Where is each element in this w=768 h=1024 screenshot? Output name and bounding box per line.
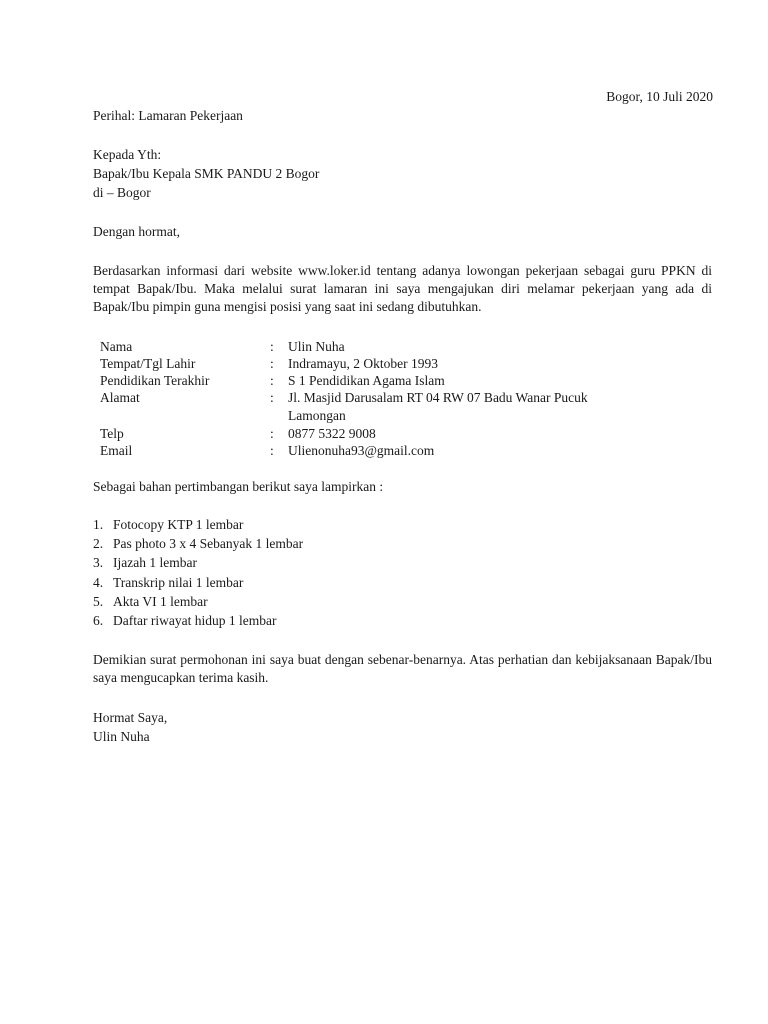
detail-value: Ulienonuha93@gmail.com xyxy=(288,443,435,458)
detail-separator: : xyxy=(270,339,274,354)
detail-value-continuation: Lamongan xyxy=(288,408,346,423)
detail-value: 0877 5322 9008 xyxy=(288,426,376,441)
recipient-name: Bapak/Ibu Kepala SMK PANDU 2 Bogor xyxy=(93,166,320,181)
list-item-text: Transkrip nilai 1 lembar xyxy=(113,575,244,590)
detail-row xyxy=(0,372,768,390)
detail-row xyxy=(0,389,768,407)
detail-separator: : xyxy=(270,426,274,441)
list-item-number: 1. xyxy=(93,517,104,532)
letter-subject: Perihal: Lamaran Pekerjaan xyxy=(93,108,243,123)
list-item-text: Ijazah 1 lembar xyxy=(113,555,197,570)
detail-separator: : xyxy=(270,356,274,371)
list-item-text: Akta VI 1 lembar xyxy=(113,594,208,609)
detail-label: Telp xyxy=(100,426,124,441)
list-item-text: Daftar riwayat hidup 1 lembar xyxy=(113,613,277,628)
detail-label: Alamat xyxy=(100,390,140,405)
signoff: Hormat Saya, xyxy=(93,710,168,725)
list-item-number: 5. xyxy=(93,594,104,609)
detail-separator: : xyxy=(270,390,274,405)
detail-row xyxy=(0,425,768,443)
letter-date: Bogor, 10 Juli 2020 xyxy=(606,89,713,104)
list-item xyxy=(0,574,768,592)
list-item-number: 4. xyxy=(93,575,104,590)
list-item-text: Fotocopy KTP 1 lembar xyxy=(113,517,244,532)
detail-value: Jl. Masjid Darusalam RT 04 RW 07 Badu Wanar Pucuk xyxy=(288,390,588,405)
list-item-number: 6. xyxy=(93,613,104,628)
detail-separator: : xyxy=(270,373,274,388)
detail-label: Pendidikan Terakhir xyxy=(100,373,210,388)
list-item xyxy=(0,535,768,553)
list-item xyxy=(0,516,768,534)
detail-row xyxy=(0,338,768,356)
detail-value: S 1 Pendidikan Agama Islam xyxy=(288,373,445,388)
detail-row xyxy=(0,442,768,460)
detail-value: Indramayu, 2 Oktober 1993 xyxy=(288,356,438,371)
attachments-intro: Sebagai bahan pertimbangan berikut saya lampirkan : xyxy=(93,479,384,494)
detail-label: Nama xyxy=(100,339,133,354)
recipient-salutation: Kepada Yth: xyxy=(93,147,162,162)
list-item-number: 3. xyxy=(93,555,104,570)
recipient-place: di – Bogor xyxy=(93,185,151,200)
greeting: Dengan hormat, xyxy=(93,224,180,239)
list-item xyxy=(0,593,768,611)
closing-paragraph: Demikian surat permohonan ini saya buat dengan sebenar-benarnya. Atas perhatian dan kebijaksanaan Bapak/Ibu saya mengucapkan terima kasih. xyxy=(93,652,712,685)
signature-name: Ulin Nuha xyxy=(93,729,150,744)
detail-value: Ulin Nuha xyxy=(288,339,345,354)
list-item-text: Pas photo 3 x 4 Sebanyak 1 lembar xyxy=(113,536,304,551)
detail-row xyxy=(0,355,768,373)
list-item-number: 2. xyxy=(93,536,104,551)
detail-row-continuation xyxy=(0,407,768,425)
intro-paragraph: Berdasarkan informasi dari website www.loker.id tentang adanya lowongan pekerjaan sebagai guru PPKN di tempat Bapak/Ibu. Maka melalui surat lamaran ini saya mengajukan diri melamar pekerjaan yang ada di Bapak/Ibu pimpin guna mengisi posisi yang saat ini sedang dibutuhkan. xyxy=(93,263,712,314)
detail-label: Email xyxy=(100,443,133,458)
detail-separator: : xyxy=(270,443,274,458)
list-item xyxy=(0,554,768,572)
detail-label: Tempat/Tgl Lahir xyxy=(100,356,196,371)
list-item xyxy=(0,612,768,630)
